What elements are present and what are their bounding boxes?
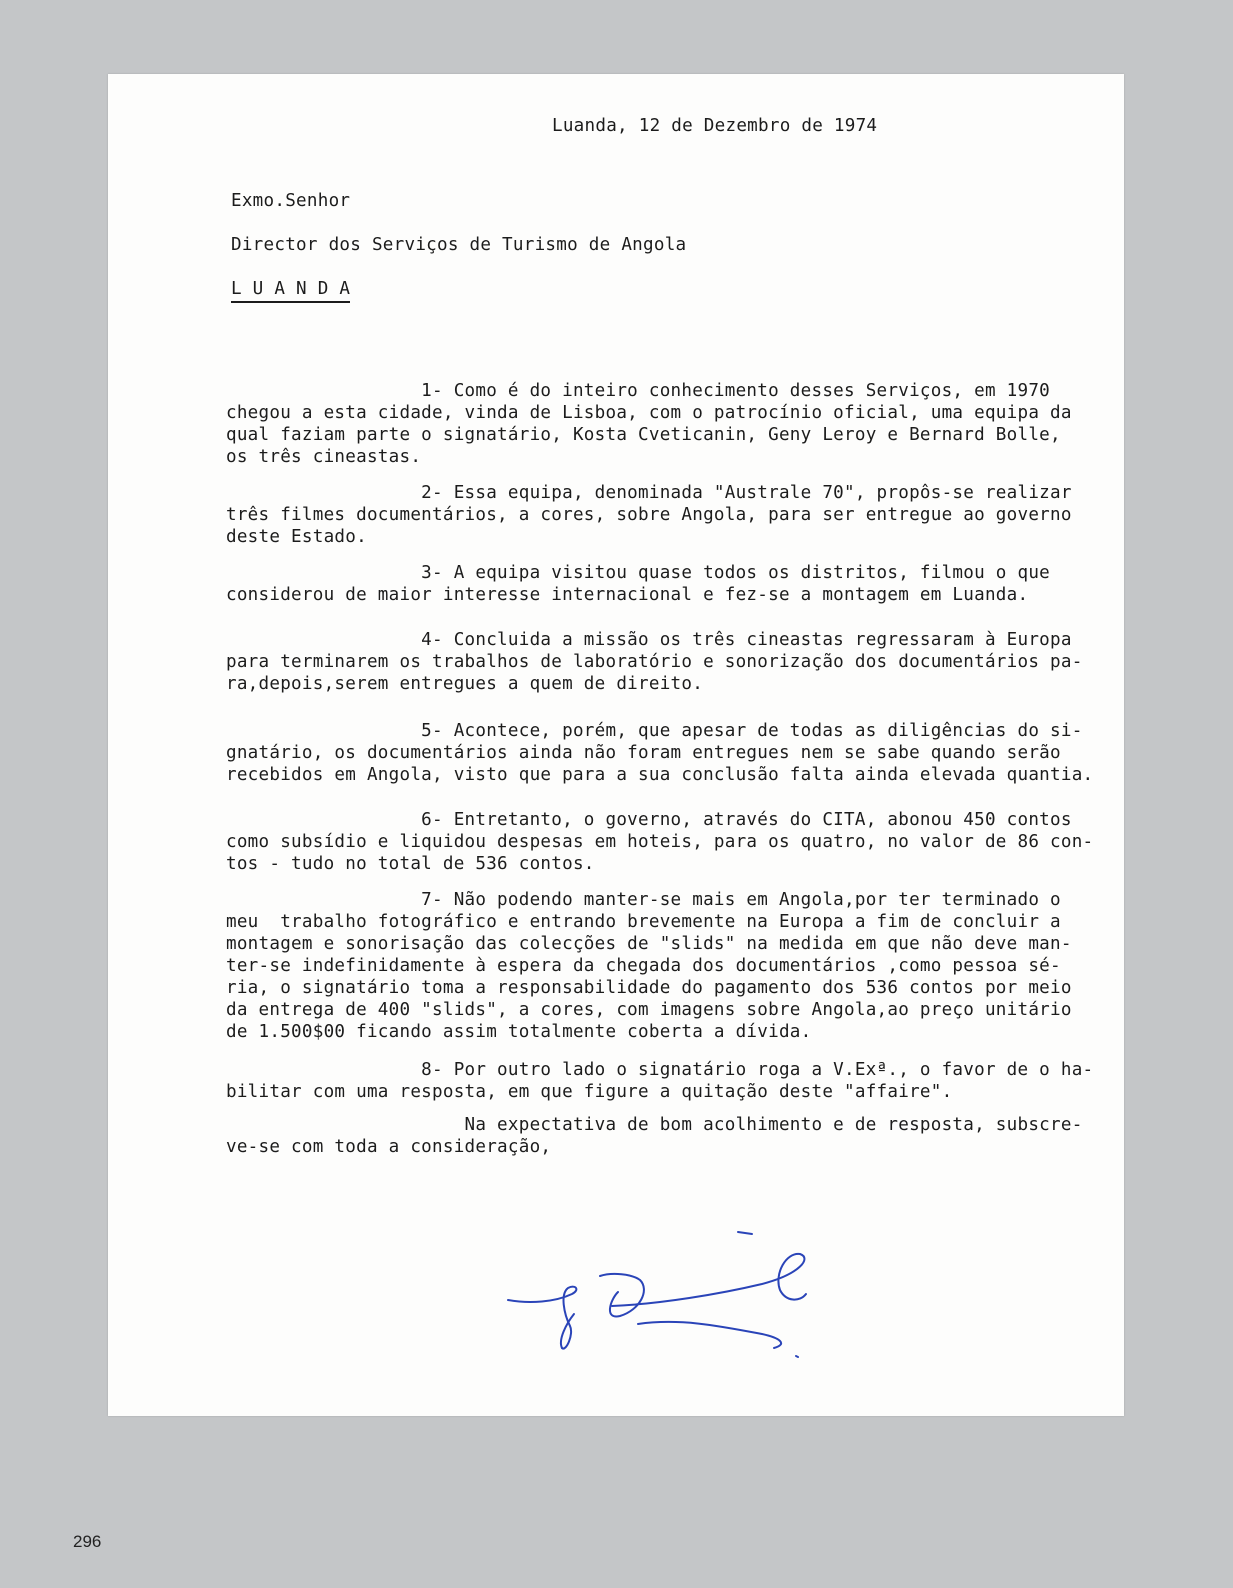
paragraph-line: Na expectativa de bom acolhimento e de resposta, subscre-	[226, 1115, 1083, 1135]
letter-date: Luanda, 12 de Dezembro de 1974	[552, 116, 878, 136]
page-number: 296	[73, 1532, 102, 1551]
paragraph-line: qual faziam parte o signatário, Kosta Cveticanin, Geny Leroy e Bernard Bolle,	[226, 425, 1061, 445]
paragraph-7	[226, 889, 1126, 1043]
paragraph-line: 3- A equipa visitou quase todos os distritos, filmou o que	[226, 563, 1051, 583]
paragraph-line: 5- Acontece, porém, que apesar de todas as diligências do si-	[226, 721, 1083, 741]
paragraph-line: chegou a esta cidade, vinda de Lisboa, com o patrocínio oficial, uma equipa da	[226, 403, 1072, 423]
paragraph-line: meu trabalho fotográfico e entrando brevemente na Europa a fim de concluir a	[226, 912, 1061, 932]
paragraph-8	[226, 1059, 1126, 1103]
paragraph-line: 2- Essa equipa, denominada "Australe 70", propôs-se realizar	[226, 483, 1072, 503]
paragraph-line: da entrega de 400 "slids", a cores, com imagens sobre Angola,ao preço unitário	[226, 1000, 1072, 1020]
paragraph-line: ra,depois,serem entregues a quem de direito.	[226, 674, 704, 694]
recipient: Director dos Serviços de Turismo de Angola	[231, 235, 687, 255]
paragraph-line: considerou de maior interesse internacional e fez-se a montagem em Luanda.	[226, 585, 1029, 605]
paragraph-line: de 1.500$00 ficando assim totalmente coberta a dívida.	[226, 1022, 812, 1042]
paragraph-6	[226, 809, 1126, 875]
salutation: Exmo.Senhor	[231, 191, 351, 211]
paragraph-line: ria, o signatário toma a responsabilidade do pagamento dos 536 contos por meio	[226, 978, 1072, 998]
letter-sheet	[108, 74, 1124, 1416]
paragraph-line: ter-se indefinidamente à espera da chegada dos documentários ,como pessoa sé-	[226, 956, 1061, 976]
paragraph-4	[226, 629, 1126, 695]
paragraph-line: 1- Como é do inteiro conhecimento desses Serviços, em 1970	[226, 381, 1051, 401]
closing-paragraph	[226, 1114, 1126, 1158]
paragraph-1	[226, 380, 1126, 468]
paragraph-line: 7- Não podendo manter-se mais em Angola,por ter terminado o	[226, 890, 1061, 910]
paragraph-line: os três cineastas.	[226, 447, 422, 467]
paragraph-line: 4- Concluida a missão os três cineastas regressaram à Europa	[226, 630, 1072, 650]
paragraph-line: recebidos em Angola, visto que para a sua conclusão falta ainda elevada quantia.	[226, 765, 1094, 785]
paragraph-line: gnatário, os documentários ainda não foram entregues nem se sabe quando serão	[226, 743, 1061, 763]
paragraph-line: 6- Entretanto, o governo, através do CITA, abonou 450 contos	[226, 810, 1072, 830]
paragraph-2	[226, 482, 1126, 548]
paragraph-line: três filmes documentários, a cores, sobre Angola, para ser entregue ao governo	[226, 505, 1072, 525]
paragraph-line: tos - tudo no total de 536 contos.	[226, 854, 595, 874]
paragraph-line: ve-se com toda a consideração,	[226, 1137, 552, 1157]
paragraph-3	[226, 562, 1126, 606]
paragraph-line: montagem e sonorisação das colecções de "slids" na medida em que não deve man-	[226, 934, 1072, 954]
paragraph-line: deste Estado.	[226, 527, 367, 547]
recipient-city: L U A N D A	[231, 278, 350, 303]
paragraph-line: 8- Por outro lado o signatário roga a V.Exª., o favor de o ha-	[226, 1060, 1094, 1080]
paragraph-line: bilitar com uma resposta, em que figure a quitação deste "affaire".	[226, 1082, 953, 1102]
paragraph-line: como subsídio e liquidou despesas em hoteis, para os quatro, no valor de 86 con-	[226, 832, 1094, 852]
paragraph-line: para terminarem os trabalhos de laboratório e sonorização dos documentários pa-	[226, 652, 1083, 672]
handwritten-signature	[500, 1214, 820, 1374]
paragraph-5	[226, 720, 1126, 786]
